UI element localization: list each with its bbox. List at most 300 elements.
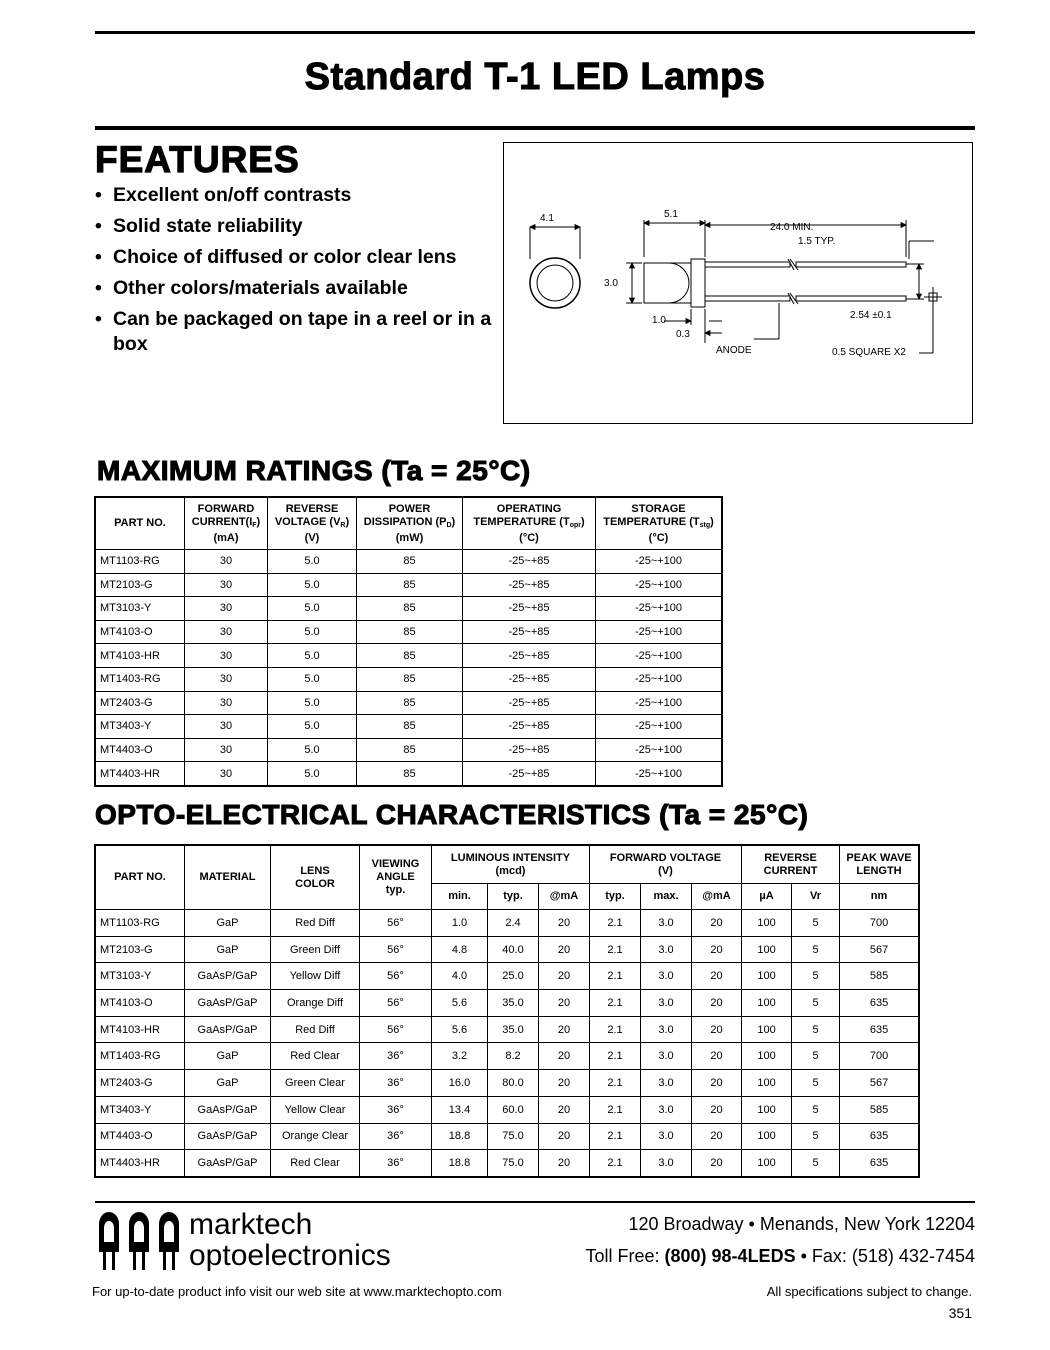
title-rule (95, 126, 975, 130)
pw-line2: LENGTH (856, 864, 902, 877)
table-cell: 5.6 (432, 1016, 488, 1043)
table-cell: 2.1 (590, 990, 641, 1017)
table-cell: 85 (357, 715, 463, 739)
table-cell: 56° (360, 936, 432, 963)
logo-line2: optoelectronics (189, 1239, 391, 1272)
table-row (96, 936, 919, 963)
sub-pw-nm: nm (840, 884, 919, 910)
table-cell: 700 (840, 910, 919, 937)
table-cell: 30 (185, 667, 268, 691)
table-cell: 30 (185, 738, 268, 762)
table-cell: 36° (360, 1043, 432, 1070)
table-cell: 20 (692, 936, 742, 963)
table-cell: Red Clear (271, 1150, 360, 1177)
table-cell: Green Diff (271, 936, 360, 963)
table-cell: 2.1 (590, 936, 641, 963)
table-cell: 635 (840, 1150, 919, 1177)
table-cell: Red Diff (271, 1016, 360, 1043)
part-number-cell: MT4403-HR (96, 1150, 185, 1177)
table-cell: 100 (742, 1096, 792, 1123)
table-cell: 36° (360, 1123, 432, 1150)
table-cell: 100 (742, 963, 792, 990)
table-cell: GaAsP/GaP (185, 990, 271, 1017)
table-cell: 8.2 (488, 1043, 539, 1070)
table-row (96, 762, 722, 786)
table-cell: 3.0 (641, 936, 692, 963)
feature-item: • Choice of diffused or color clear lens (95, 245, 495, 270)
table-cell: 5.0 (268, 738, 357, 762)
part-number-cell: MT4103-HR (96, 644, 185, 668)
table-cell: GaP (185, 936, 271, 963)
table-cell: 5 (792, 963, 840, 990)
table-cell: 56° (360, 910, 432, 937)
table-cell: Orange Diff (271, 990, 360, 1017)
part-number-cell: MT4403-O (96, 1123, 185, 1150)
fax-number: • Fax: (518) 432-7454 (800, 1246, 975, 1266)
table-cell: -25~+100 (596, 573, 722, 597)
pd-line1: POWER (388, 502, 431, 515)
table-cell: -25~+100 (596, 738, 722, 762)
table-cell: Orange Clear (271, 1123, 360, 1150)
table-cell: 5.0 (268, 691, 357, 715)
table-cell: 2.1 (590, 1123, 641, 1150)
sub-lum-ma: @mA (539, 884, 590, 910)
table-row (96, 550, 722, 574)
rv-sub: R (340, 521, 346, 529)
table-cell: -25~+100 (596, 762, 722, 786)
part-number-cell: MT4403-HR (96, 762, 185, 786)
table-cell: 5.0 (268, 597, 357, 621)
table-cell: 567 (840, 1070, 919, 1097)
table-row (96, 691, 722, 715)
fc-line2: CURRENT(I (191, 515, 253, 528)
table-cell: 5 (792, 1016, 840, 1043)
table-cell: 5 (792, 936, 840, 963)
fc-close: ) (256, 515, 261, 528)
table-cell: 2.1 (590, 963, 641, 990)
table-cell: 18.8 (432, 1150, 488, 1177)
table-cell: 100 (742, 1043, 792, 1070)
table-cell: 35.0 (488, 990, 539, 1017)
table-cell: GaP (185, 1070, 271, 1097)
part-number-cell: MT2103-G (96, 573, 185, 597)
footer-address: 120 Broadway • Menands, New York 12204 (628, 1214, 975, 1234)
table-cell: 1.0 (432, 910, 488, 937)
part-number-cell: MT3403-Y (96, 1096, 185, 1123)
table-cell: -25~+85 (463, 620, 596, 644)
op-line2: TEMPERATURE (T (473, 515, 570, 528)
opto-table (95, 845, 919, 1177)
table-cell: 2.1 (590, 1043, 641, 1070)
part-number-cell: MT3403-Y (96, 715, 185, 739)
part-number-cell: MT4403-O (96, 738, 185, 762)
table-cell: 20 (692, 963, 742, 990)
part-number-cell: MT2403-G (96, 691, 185, 715)
features-list (95, 183, 495, 363)
table-cell: 20 (692, 1016, 742, 1043)
table-cell: Yellow Diff (271, 963, 360, 990)
table-cell: -25~+85 (463, 597, 596, 621)
table-cell: 100 (742, 1070, 792, 1097)
table-row (96, 644, 722, 668)
table-cell: 5.6 (432, 990, 488, 1017)
table-cell: Red Diff (271, 910, 360, 937)
logo-line1: marktech (189, 1208, 313, 1241)
top-rule (95, 31, 975, 34)
lum-line1: LUMINOUS INTENSITY (450, 851, 571, 864)
table-cell: 2.1 (590, 910, 641, 937)
lead-top-right (796, 262, 906, 267)
table-cell: 85 (357, 644, 463, 668)
table-cell: 20 (692, 1123, 742, 1150)
table-cell: 5 (792, 1070, 840, 1097)
table-cell: 30 (185, 620, 268, 644)
toll-free-label: Toll Free: (585, 1246, 660, 1266)
dim-pitch: 2.54 ±0.1 (850, 310, 892, 321)
col-operating-temp (463, 498, 596, 550)
fv-line1: FORWARD VOLTAGE (609, 851, 722, 864)
table-cell: 20 (692, 1096, 742, 1123)
part-number-cell: MT3103-Y (96, 963, 185, 990)
pd-unit: (mW) (395, 531, 424, 544)
feature-item: • Excellent on/off contrasts (95, 183, 495, 208)
part-number-cell: MT1103-RG (96, 910, 185, 937)
table-cell: 18.8 (432, 1123, 488, 1150)
table-cell: -25~+100 (596, 667, 722, 691)
st-unit: (°C) (648, 531, 669, 544)
table-cell: 30 (185, 691, 268, 715)
col-lens-color (271, 846, 360, 910)
table-row (96, 573, 722, 597)
table-row (96, 738, 722, 762)
max-ratings-heading: MAXIMUM RATINGS (Ta = 25°C) (97, 455, 531, 486)
dim-diameter: 4.1 (540, 213, 554, 224)
table-cell: 3.2 (432, 1043, 488, 1070)
table-cell: -25~+100 (596, 691, 722, 715)
table-cell: 20 (692, 1150, 742, 1177)
lens-line2: COLOR (295, 877, 335, 890)
table-cell: 585 (840, 1096, 919, 1123)
table-cell: 5 (792, 1043, 840, 1070)
angle-line1: VIEWING (371, 858, 420, 870)
dim-lead-length: 24.0 MIN. (770, 222, 814, 233)
col-forward-current (185, 498, 268, 550)
table-cell: 635 (840, 990, 919, 1017)
marktech-logo-icon (97, 1206, 183, 1272)
table-cell: 5.0 (268, 715, 357, 739)
table-cell: 20 (539, 1070, 590, 1097)
table-cell: GaAsP/GaP (185, 1096, 271, 1123)
col-storage-temp (596, 498, 722, 550)
table-cell: 35.0 (488, 1016, 539, 1043)
table-cell: -25~+100 (596, 620, 722, 644)
table-cell: 2.1 (590, 1096, 641, 1123)
st-line1: STORAGE (631, 502, 686, 515)
features-heading: FEATURES (95, 139, 300, 180)
col-part-no: PART NO. (96, 846, 185, 910)
table-cell: 20 (539, 1016, 590, 1043)
footer-web-note: For up-to-date product info visit our web site at www.marktechopto.com (92, 1284, 502, 1299)
lamp-side-dome (644, 263, 689, 303)
table-cell: 5.0 (268, 573, 357, 597)
angle-line3: typ. (385, 884, 406, 896)
table-cell: -25~+100 (596, 550, 722, 574)
table-cell: 5.0 (268, 667, 357, 691)
table-cell: 36° (360, 1150, 432, 1177)
label-anode: ANODE (716, 345, 752, 356)
table-cell: -25~+100 (596, 644, 722, 668)
sub-lum-typ: typ. (488, 884, 539, 910)
table-cell: 2.1 (590, 1150, 641, 1177)
dim-typ: 1.5 TYP. (798, 236, 836, 247)
rc-line1: REVERSE (764, 851, 817, 864)
table-cell: 25.0 (488, 963, 539, 990)
part-number-cell: MT1103-RG (96, 550, 185, 574)
table-cell: 20 (539, 990, 590, 1017)
table-cell: Yellow Clear (271, 1096, 360, 1123)
led-dimension-drawing (504, 143, 971, 422)
dim-height: 3.0 (604, 278, 618, 289)
col-peak-wavelength (840, 846, 919, 884)
part-number-cell: MT1403-RG (96, 1043, 185, 1070)
table-cell: 13.4 (432, 1096, 488, 1123)
table-cell: -25~+85 (463, 715, 596, 739)
lum-line2: (mcd) (495, 864, 526, 877)
table-cell: 4.0 (432, 963, 488, 990)
table-cell: 85 (357, 762, 463, 786)
rv-line2: VOLTAGE (V (274, 515, 341, 528)
table-cell: 3.0 (641, 963, 692, 990)
lead-bottom-left (705, 296, 790, 301)
table-cell: -25~+85 (463, 550, 596, 574)
table-cell: 100 (742, 910, 792, 937)
sub-lum-min: min. (432, 884, 488, 910)
table-cell: -25~+85 (463, 762, 596, 786)
table-cell: 30 (185, 597, 268, 621)
table-row (96, 1043, 919, 1070)
table-cell: 100 (742, 936, 792, 963)
col-power-dissipation (357, 498, 463, 550)
table-cell: 56° (360, 990, 432, 1017)
angle-line2: ANGLE (376, 871, 415, 883)
table-cell: 20 (539, 963, 590, 990)
lead-bottom-right (796, 296, 906, 301)
table-cell: 3.0 (641, 990, 692, 1017)
table-cell: 5 (792, 990, 840, 1017)
table-cell: 3.0 (641, 910, 692, 937)
table-row (96, 1070, 919, 1097)
table-row (96, 1123, 919, 1150)
pd-line2: DISSIPATION (P (363, 515, 447, 528)
sub-rc-vr: Vr (792, 884, 840, 910)
table-row (96, 1096, 919, 1123)
table-cell: 40.0 (488, 936, 539, 963)
st-close: ) (710, 515, 714, 528)
table-cell: GaAsP/GaP (185, 963, 271, 990)
dim-gap: 0.3 (676, 329, 690, 340)
table-cell: 3.0 (641, 1016, 692, 1043)
table-cell: 2.1 (590, 1016, 641, 1043)
feature-item: • Solid state reliability (95, 214, 495, 239)
table-cell: 56° (360, 963, 432, 990)
table-cell: 5.0 (268, 762, 357, 786)
table-cell: 20 (539, 1043, 590, 1070)
table-cell: 20 (539, 936, 590, 963)
sub-fv-max: max. (641, 884, 692, 910)
table-row (96, 715, 722, 739)
lamp-front-inner (537, 265, 573, 301)
pd-sub: D (446, 521, 452, 529)
pd-close: ) (451, 515, 456, 528)
table-cell: 30 (185, 573, 268, 597)
part-number-cell: MT4103-HR (96, 1016, 185, 1043)
col-forward-voltage (590, 846, 742, 884)
table-cell: 4.8 (432, 936, 488, 963)
table-cell: 20 (692, 910, 742, 937)
table-cell: 85 (357, 691, 463, 715)
col-reverse-current (742, 846, 840, 884)
rv-close: ) (345, 515, 350, 528)
table-row (96, 597, 722, 621)
table-cell: 567 (840, 936, 919, 963)
part-number-cell: MT4103-O (96, 620, 185, 644)
table-cell: 30 (185, 644, 268, 668)
table-cell: 5 (792, 1096, 840, 1123)
col-material: MATERIAL (185, 846, 271, 910)
table-cell: 5.0 (268, 550, 357, 574)
max-ratings-table (95, 497, 722, 786)
footer-contact (585, 1246, 975, 1267)
table-cell: 100 (742, 1150, 792, 1177)
lead-top-left (705, 262, 790, 267)
table-cell: 20 (539, 1123, 590, 1150)
fc-unit: (mA) (213, 531, 239, 544)
fc-sub: F (252, 521, 257, 529)
table-row (96, 910, 919, 937)
footer-rule (95, 1201, 975, 1203)
table-cell: 56° (360, 1016, 432, 1043)
pw-line1: PEAK WAVE (846, 851, 912, 864)
table-cell: 20 (539, 1150, 590, 1177)
table-cell: GaP (185, 1043, 271, 1070)
table-cell: 30 (185, 762, 268, 786)
table-cell: 30 (185, 550, 268, 574)
table-cell: 85 (357, 597, 463, 621)
lens-line1: LENS (300, 864, 330, 877)
col-part-no: PART NO. (96, 498, 185, 550)
op-sub: opr (569, 521, 581, 529)
footer-spec-note: All specifications subject to change. (766, 1284, 972, 1299)
dim-flange: 1.0 (652, 315, 666, 326)
table-cell: 20 (692, 1070, 742, 1097)
lamp-flange (691, 259, 705, 307)
col-viewing-angle (360, 846, 432, 910)
dimension-diagram (503, 142, 973, 424)
table-row (96, 667, 722, 691)
sub-fv-ma: @mA (692, 884, 742, 910)
table-cell: 36° (360, 1096, 432, 1123)
sub-rc-ua: µA (742, 884, 792, 910)
table-cell: -25~+85 (463, 667, 596, 691)
table-cell: Green Clear (271, 1070, 360, 1097)
table-cell: -25~+85 (463, 644, 596, 668)
dim-body-length: 5.1 (664, 209, 678, 220)
table-cell: 75.0 (488, 1150, 539, 1177)
part-number-cell: MT2403-G (96, 1070, 185, 1097)
part-number-cell: MT3103-Y (96, 597, 185, 621)
table-cell: 2.1 (590, 1070, 641, 1097)
table-cell: 20 (692, 1043, 742, 1070)
table-cell: 60.0 (488, 1096, 539, 1123)
feature-item: • Other colors/materials available (95, 276, 495, 301)
table-cell: 5.0 (268, 644, 357, 668)
table-cell: 85 (357, 667, 463, 691)
rc-line2: CURRENT (763, 864, 818, 877)
table-cell: Red Clear (271, 1043, 360, 1070)
table-cell: 5 (792, 910, 840, 937)
opto-heading: OPTO-ELECTRICAL CHARACTERISTICS (Ta = 25°C) (95, 799, 809, 830)
op-close: ) (580, 515, 585, 528)
toll-free-number: (800) 98-4LEDS (664, 1246, 796, 1266)
table-cell: 80.0 (488, 1070, 539, 1097)
table-cell: 3.0 (641, 1043, 692, 1070)
sub-fv-typ: typ. (590, 884, 641, 910)
table-cell: 75.0 (488, 1123, 539, 1150)
col-luminous-intensity (432, 846, 590, 884)
table-cell: 3.0 (641, 1070, 692, 1097)
table-cell: 30 (185, 715, 268, 739)
label-leads: 0.5 SQUARE X2 (832, 347, 906, 358)
table-cell: GaAsP/GaP (185, 1016, 271, 1043)
table-row (96, 620, 722, 644)
table-cell: 85 (357, 550, 463, 574)
table-cell: 16.0 (432, 1070, 488, 1097)
table-row (96, 1016, 919, 1043)
page-number: 351 (948, 1305, 972, 1321)
rv-unit: (V) (304, 531, 320, 544)
page-title: Standard T-1 LED Lamps (304, 56, 766, 98)
fv-line2: (V) (658, 864, 673, 877)
table-cell: 100 (742, 1123, 792, 1150)
op-unit: (°C) (519, 531, 539, 544)
table-cell: 85 (357, 620, 463, 644)
table-cell: GaP (185, 910, 271, 937)
table-cell: 85 (357, 573, 463, 597)
st-line2: TEMPERATURE (T (603, 515, 700, 528)
col-reverse-voltage (268, 498, 357, 550)
table-row (96, 1150, 919, 1177)
table-cell: GaAsP/GaP (185, 1123, 271, 1150)
fc-line1: FORWARD (197, 502, 255, 515)
table-cell: 85 (357, 738, 463, 762)
table-cell: -25~+100 (596, 597, 722, 621)
op-line1: OPERATING (496, 502, 562, 515)
table-cell: 20 (539, 910, 590, 937)
part-number-cell: MT4103-O (96, 990, 185, 1017)
table-cell: 100 (742, 1016, 792, 1043)
table-cell: 2.4 (488, 910, 539, 937)
table-cell: 20 (692, 990, 742, 1017)
table-cell: GaAsP/GaP (185, 1150, 271, 1177)
table-cell: 36° (360, 1070, 432, 1097)
table-cell: 20 (539, 1096, 590, 1123)
table-cell: 100 (742, 990, 792, 1017)
rv-line1: REVERSE (285, 502, 339, 515)
table-cell: 5 (792, 1123, 840, 1150)
table-cell: -25~+85 (463, 738, 596, 762)
table-cell: 585 (840, 963, 919, 990)
table-cell: 700 (840, 1043, 919, 1070)
